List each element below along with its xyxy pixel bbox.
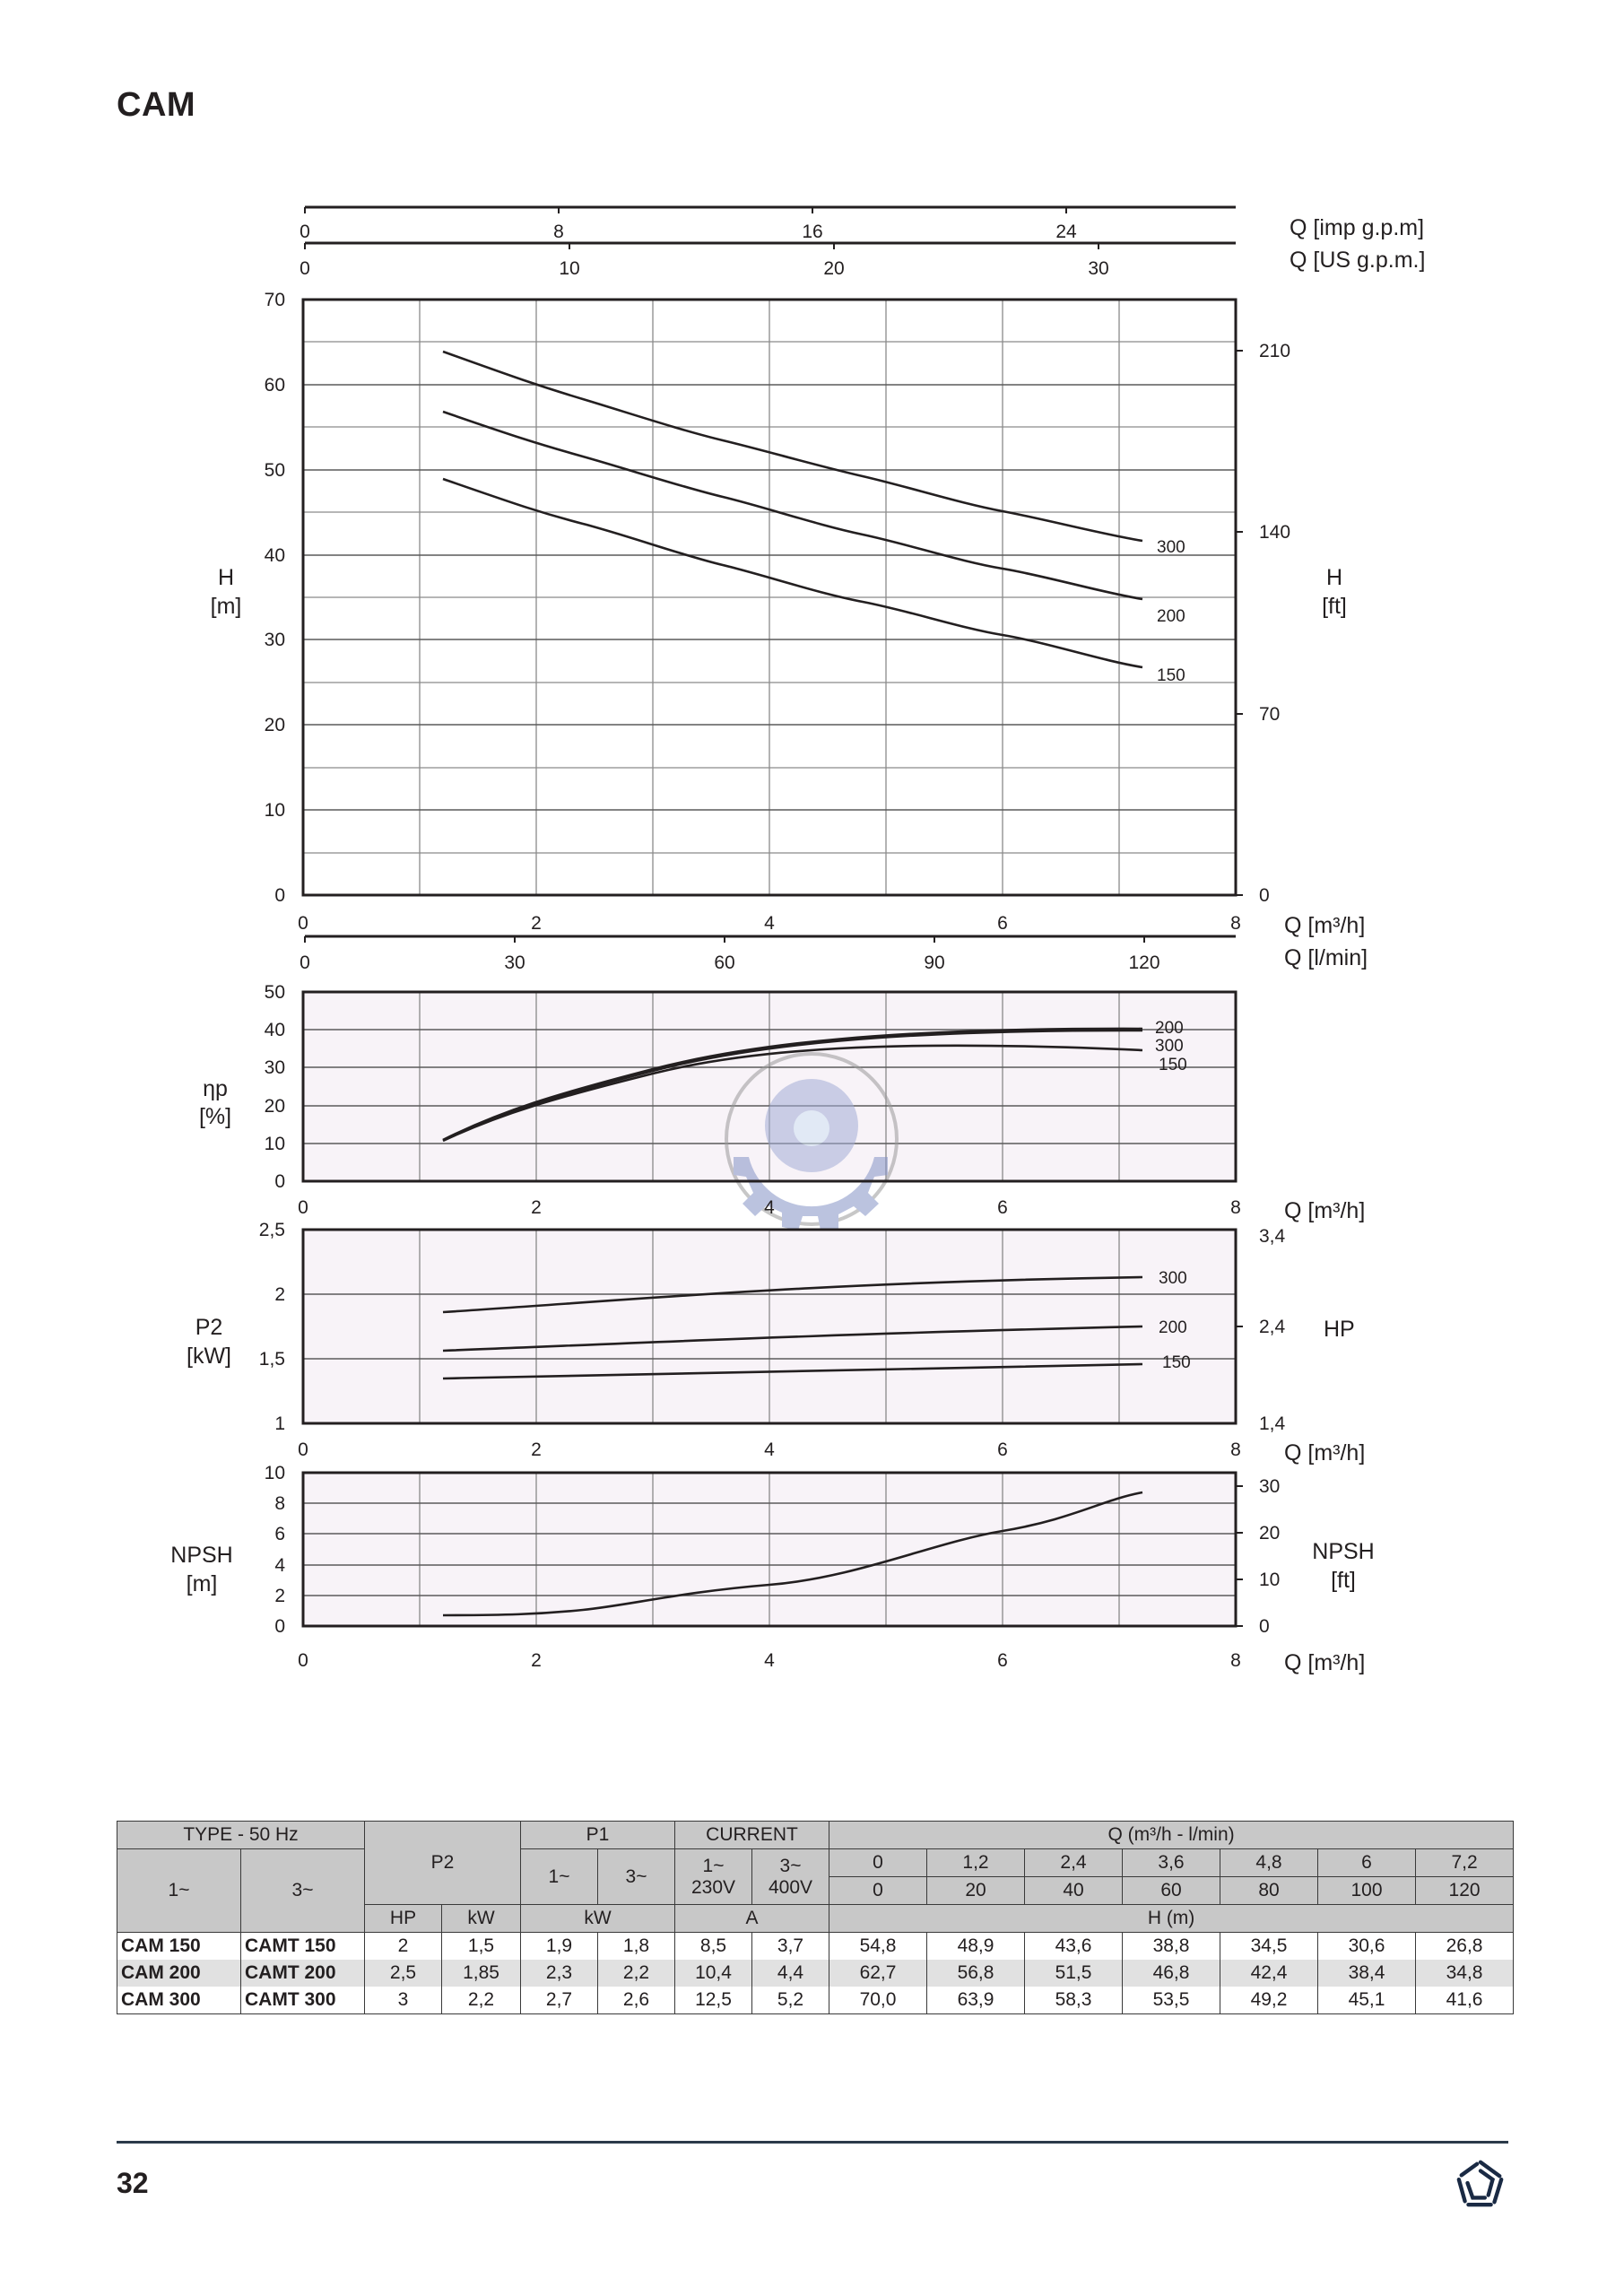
table-row: CAM 150 CAMT 150 2 1,5 1,9 1,8 8,5 3,7 54,8 48,9 43,6 38,8 34,5 30,6 26,8 — [117, 1933, 1514, 1961]
svg-text:120: 120 — [1128, 952, 1160, 973]
svg-text:0: 0 — [300, 258, 310, 279]
svg-text:200: 200 — [1157, 607, 1185, 626]
svg-text:0: 0 — [1259, 885, 1270, 906]
svg-text:[ft]: [ft] — [1322, 594, 1347, 619]
svg-text:20: 20 — [264, 1096, 285, 1117]
svg-text:40: 40 — [264, 1020, 285, 1040]
svg-text:90: 90 — [924, 952, 945, 973]
svg-text:HP: HP — [1324, 1317, 1355, 1342]
top-axis-imp-gpm — [300, 207, 1424, 242]
three-phase-header: 3~ — [241, 1849, 365, 1933]
type-header: TYPE - 50 Hz — [117, 1822, 365, 1849]
svg-text:Q [m³/h]: Q [m³/h] — [1284, 913, 1366, 938]
p2-header: P2 — [365, 1822, 521, 1905]
svg-text:30: 30 — [504, 952, 525, 973]
svg-text:10: 10 — [1259, 1570, 1281, 1590]
svg-text:0: 0 — [300, 222, 310, 242]
svg-text:60: 60 — [714, 952, 735, 973]
svg-text:20: 20 — [823, 258, 845, 279]
svg-text:0: 0 — [274, 1616, 285, 1637]
svg-text:0: 0 — [274, 1171, 285, 1192]
svg-text:10: 10 — [264, 1134, 285, 1154]
svg-text:2: 2 — [531, 1439, 542, 1460]
head-chart — [211, 290, 1368, 973]
svg-text:16: 16 — [802, 222, 823, 242]
svg-text:10: 10 — [264, 1463, 285, 1483]
p1-single-header: 1~ — [521, 1849, 598, 1905]
current-400v-header: 3~ 400V — [752, 1849, 829, 1905]
svg-text:30: 30 — [264, 1057, 285, 1078]
svg-text:4: 4 — [764, 1439, 775, 1460]
efficiency-chart — [199, 982, 1365, 1231]
svg-text:2: 2 — [274, 1284, 285, 1305]
svg-text:[ft]: [ft] — [1331, 1568, 1356, 1593]
single-phase-header: 1~ — [117, 1849, 241, 1933]
svg-text:1: 1 — [274, 1413, 285, 1434]
svg-text:8: 8 — [274, 1493, 285, 1514]
svg-text:10: 10 — [264, 800, 285, 821]
svg-text:4: 4 — [274, 1555, 285, 1576]
svg-text:H: H — [1325, 565, 1343, 590]
q-header: Q (m³/h - l/min) — [829, 1822, 1514, 1849]
top-axis-imp-label: Q [imp g.p.m] — [1290, 215, 1425, 240]
svg-text:150: 150 — [1157, 666, 1185, 685]
svg-text:2,5: 2,5 — [258, 1220, 285, 1240]
svg-text:150: 150 — [1159, 1056, 1187, 1074]
svg-text:0: 0 — [300, 952, 310, 973]
svg-text:ηp: ηp — [203, 1076, 228, 1101]
svg-text:20: 20 — [264, 715, 285, 735]
svg-text:0: 0 — [298, 1650, 308, 1671]
svg-text:300: 300 — [1157, 538, 1185, 557]
svg-text:300: 300 — [1159, 1269, 1187, 1288]
svg-text:150: 150 — [1162, 1353, 1191, 1372]
svg-text:70: 70 — [1259, 704, 1281, 725]
svg-text:[m]: [m] — [186, 1571, 218, 1596]
svg-text:[kW]: [kW] — [187, 1344, 231, 1369]
svg-text:1,5: 1,5 — [258, 1349, 285, 1370]
svg-text:3,4: 3,4 — [1259, 1226, 1286, 1247]
svg-text:0: 0 — [1259, 1616, 1270, 1637]
svg-text:8: 8 — [1230, 1439, 1241, 1460]
svg-text:0: 0 — [298, 913, 308, 934]
svg-text:30: 30 — [1088, 258, 1109, 279]
pentagon-swirl-logo-icon — [1455, 2157, 1507, 2209]
table-row: CAM 200 CAMT 200 2,5 1,85 2,3 2,2 10,4 4,4 62,7 56,8 51,5 46,8 42,4 38,4 34,8 — [117, 1960, 1514, 1987]
npsh-chart — [170, 1463, 1374, 1675]
svg-text:8: 8 — [1230, 913, 1241, 934]
svg-text:2: 2 — [531, 1197, 542, 1218]
svg-text:24: 24 — [1055, 222, 1077, 242]
svg-text:50: 50 — [264, 982, 285, 1003]
top-axis-us-label: Q [US g.p.m.] — [1290, 248, 1426, 273]
svg-text:2,4: 2,4 — [1259, 1317, 1286, 1337]
svg-text:0: 0 — [274, 885, 285, 906]
footer-divider — [117, 2141, 1508, 2144]
svg-text:6: 6 — [997, 1650, 1008, 1671]
svg-text:[%]: [%] — [198, 1104, 232, 1129]
svg-text:6: 6 — [997, 1197, 1008, 1218]
svg-text:8: 8 — [1230, 1650, 1241, 1671]
svg-text:6: 6 — [997, 913, 1008, 934]
p1-three-header: 3~ — [598, 1849, 675, 1905]
svg-text:P2: P2 — [195, 1315, 223, 1340]
svg-text:4: 4 — [764, 1650, 775, 1671]
svg-text:30: 30 — [1259, 1476, 1281, 1497]
performance-table: TYPE - 50 Hz P2 P1 CURRENT Q (m³/h - l/min) 1~ 3~ 1~ 3~ 1~ 230V 3~ 400V 0 1,2 2,4 3,6 4,8 6 7,2 0 20 40 60 80 100 120 HP kW kW A H (m) CAM 150 CAMT 150 2 1,5 1,9 1,8 8,5 3,7 54,8 48,9 43,6 38,8 34,5 30,6 26,8 CAM 200 CAMT 200 2,5 1,85 2,3 2,2 10,4 4,4 62,7 56,8 51,5 46,8 42,4 38,4 34,8 CAM 300 CAMT 300 3 2,2 2,7 2,6 12,5 5,2 70,0 63,9 58,3 53,5 49,2 45,1 41,6 — [117, 1821, 1514, 2014]
svg-text:0: 0 — [298, 1197, 308, 1218]
svg-text:40: 40 — [264, 545, 285, 566]
svg-text:NPSH: NPSH — [1312, 1539, 1375, 1564]
page-title: CAM — [117, 86, 196, 124]
current-header: CURRENT — [675, 1822, 829, 1849]
svg-text:0: 0 — [298, 1439, 308, 1460]
svg-text:20: 20 — [1259, 1523, 1281, 1544]
table-row: CAM 300 CAMT 300 3 2,2 2,7 2,6 12,5 5,2 70,0 63,9 58,3 53,5 49,2 45,1 41,6 — [117, 1987, 1514, 2014]
svg-text:Q [m³/h]: Q [m³/h] — [1284, 1440, 1366, 1465]
svg-text:50: 50 — [264, 460, 285, 481]
svg-text:8: 8 — [553, 222, 564, 242]
svg-text:70: 70 — [264, 290, 285, 310]
svg-text:NPSH: NPSH — [170, 1543, 233, 1568]
svg-text:6: 6 — [274, 1524, 285, 1544]
svg-text:Q [l/min]: Q [l/min] — [1284, 945, 1368, 970]
svg-text:10: 10 — [559, 258, 580, 279]
svg-text:60: 60 — [264, 375, 285, 396]
page-number: 32 — [117, 2167, 149, 2199]
top-axis-us-gpm — [300, 243, 1425, 279]
svg-text:200: 200 — [1159, 1318, 1187, 1337]
svg-text:4: 4 — [764, 1197, 775, 1218]
p1-header: P1 — [521, 1822, 675, 1849]
current-230v-header: 1~ 230V — [675, 1849, 752, 1905]
power-chart — [187, 1220, 1365, 1465]
svg-text:Q [m³/h]: Q [m³/h] — [1284, 1198, 1366, 1223]
svg-text:210: 210 — [1259, 341, 1291, 361]
svg-text:30: 30 — [264, 630, 285, 650]
svg-text:Q [m³/h]: Q [m³/h] — [1284, 1650, 1366, 1675]
svg-text:2: 2 — [531, 913, 542, 934]
svg-text:8: 8 — [1230, 1197, 1241, 1218]
svg-text:200: 200 — [1155, 1019, 1184, 1038]
svg-text:300: 300 — [1155, 1037, 1184, 1056]
svg-text:4: 4 — [764, 913, 775, 934]
svg-text:[m]: [m] — [210, 594, 242, 619]
svg-text:6: 6 — [997, 1439, 1008, 1460]
svg-text:2: 2 — [531, 1650, 542, 1671]
svg-text:2: 2 — [274, 1586, 285, 1606]
svg-text:140: 140 — [1259, 522, 1291, 543]
svg-text:H: H — [217, 565, 235, 590]
svg-text:1,4: 1,4 — [1259, 1413, 1286, 1434]
